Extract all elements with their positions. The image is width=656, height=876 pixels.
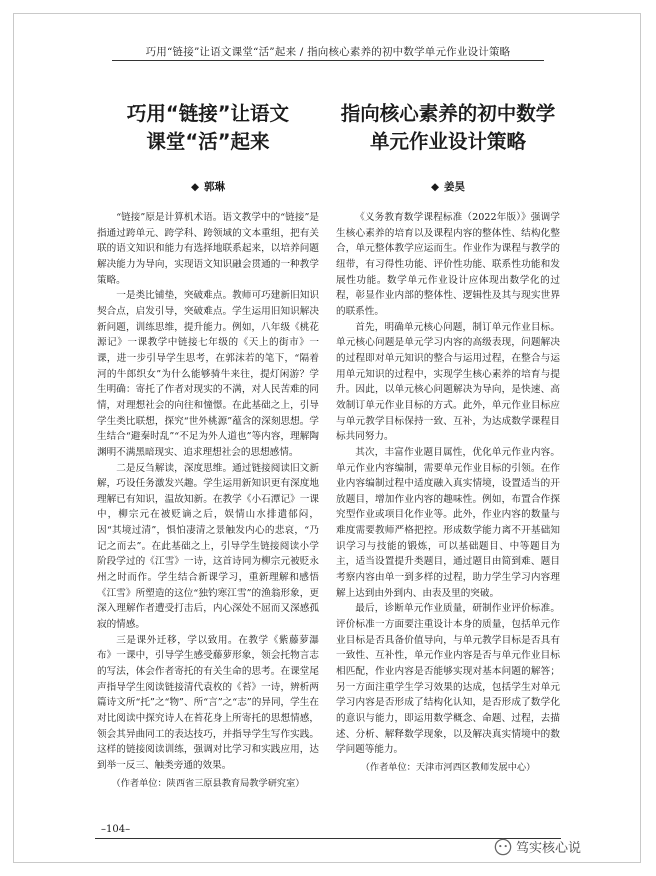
left-paragraph-4: 三是课外迁移，学以致用。在教学《紫藤萝瀑布》一课中，引导学生感受藤萝形象，领会托物言志的写法，体会作者寄托的有关生命的思考。在课堂尾声指导学生阅读链接清代袁枚的《苔》一诗，辨析两篇诗文所“托”之“物”、所“言”之“志”的异同，学生在对比阅读中探究诗人在苔花身上所寄托的思想情感，领会其异曲同工的表达技巧，并指导学生写作实践。这样的链接阅读训练，强调对比学习和实践应用，达到举一反三、触类旁通的效果。	[97, 634, 319, 771]
left-article-author	[97, 179, 319, 194]
right-article-body	[336, 210, 560, 776]
right-article-title	[336, 100, 560, 156]
running-head: 巧用“链接”让语文课堂“活”起来 / 指向核心素养的初中数学单元作业设计策略	[145, 46, 511, 58]
right-author-affiliation: （作者单位：天津市河西区教师发展中心）	[360, 761, 536, 773]
right-author-name: 姜昊	[444, 181, 466, 193]
right-article-author	[336, 179, 560, 194]
left-title-line2: 课堂“活”起来	[146, 130, 270, 153]
footer-rule	[95, 838, 561, 839]
right-title-line2: 单元作业设计策略	[369, 130, 526, 153]
left-author-affiliation: （作者单位：陕西省三原县教育局教学研究室）	[111, 777, 305, 789]
right-title-line1: 指向核心素养的初中数学	[340, 102, 556, 125]
watermark	[494, 837, 581, 856]
left-paragraph-1: “链接”原是计算机术语。语文教学中的“链接”是指通过跨单元、跨学科、跨领域的文本重组，把有关联的语文知识和能力有选择地联系起来，以培养问题解决能力为导向，实现语文知识融会贯通的一种教学策略。	[97, 212, 319, 286]
page-number: –104–	[101, 824, 131, 835]
left-title-line1: 巧用“链接”让语文	[126, 102, 290, 125]
right-paragraph-2: 首先，明确单元核心问题，制订单元作业目标。单元核心问题是单元学习内容的高级表现，问题解决的过程即对单元知识的整合与运用过程，在整合与运用单元知识的过程中，实现学生核心素养的培育与提升。因此，以单元核心问题解决为导向，是快速、高效制订单元作业目标的方式。此外，单元作业目标应与单元教学目标保持一致、互补，为达成数学课程目标共同努力。	[336, 321, 560, 443]
right-article	[336, 100, 560, 773]
diamond-icon: ◆	[190, 181, 200, 193]
header-rule	[112, 60, 544, 61]
left-article-title	[97, 100, 319, 156]
left-article-body	[97, 210, 319, 791]
left-paragraph-3: 二是反刍解读，深度思维。通过链接阅读旧文新解，巧设任务激发兴趣。学生运用新知识更有深度地理解已有知识，温故知新。在教学《小石潭记》一课中，柳宗元在被贬谪之后，娱情山水排遣郁闷，因“其境过清”，惧怕凄清之景触发内心的悲哀，“乃记之而去”。在此基础之上，引导学生链接阅读小学阶段学过的《江雪》一诗，这首诗同为柳宗元被贬永州之时而作。学生结合新课学习，重新理解和感悟《江雪》所塑造的这位“独钓寒江雪”的渔翁形象，更深入理解作者遭受打击后，内心深处不屈而又深感孤寂的情感。	[97, 462, 319, 631]
watermark-text: 笃实核心说	[516, 841, 582, 856]
left-article	[97, 100, 319, 789]
left-author-name: 郭琳	[204, 181, 226, 193]
right-paragraph-1: 《义务教育数学课程标准（2022年版）》强调学生核心素养的培育以及课程内容的整体性、结构化整合，单元整体教学应运而生。作业作为课程与教学的纽带，有习得性功能、评价性功能、联系性功能和发展性功能。数学单元作业设计应体现出数学化的过程，彰显作业内部的整体性、逻辑性及其与现实世界的联系性。	[336, 212, 560, 317]
chat-bubble-icon	[494, 838, 512, 856]
left-paragraph-2: 一是类比铺垫，突破难点。教师可巧建新旧知识契合点，启发引导，突破难点。学生运用旧知识解决新问题，训练思维，提升能力。例如，八年级《桃花源记》一课教学中链接七年级的《天上的街市》一课，进一步引导学生思考，在郭沫若的笔下，“隔着河的牛郎织女”为什么能够骑牛来往，提灯闲游？学生明确：寄托了作者对现实的不满，对人民苦难的同情，对理想社会的向往和憧憬。在此基础之上，引导学生类比联想，探究“世外桃源”蕴含的深刻思想。学生结合“避秦时乱”“不足为外人道也”等内容，理解陶渊明不满黑暗现实、追求理想社会的思想感情。	[97, 290, 319, 458]
right-paragraph-4: 最后，诊断单元作业质量，研制作业评价标准。评价标准一方面要注重设计本身的质量，包括单元作业目标是否具备价值导向，与单元教学目标是否具有一致性、互补性，单元作业内容是否与单元作业目标相匹配，作业内容是否能够实现对基本问题的解答；另一方面注重学生学习效果的达成，包括学生对单元学习内容是否形成了结构化认知，是否形成了数学化的意识与能力，即运用数学概念、命题、过程，去描述、分析、解释数学现象，以及解决真实情境中的数学问题等能力。	[336, 603, 560, 756]
diamond-icon: ◆	[430, 181, 440, 193]
right-paragraph-3: 其次，丰富作业题目属性，优化单元作业内容。单元作业内容编制，需要单元作业目标的引领。在作业内容编制过程中适度融入真实情境，设置适当的开放题目，增加作业内容的趣味性。例如，布置合作探究型作业或项目化作业等。此外，作业内容的数量与难度需要教师严格把控。形成数学能力离不开基础知识学习与技能的锻炼，可以基础题目、中等题目为主，适当设置提升类题目，通过题目由简到难、题目考察内容由单一到多样的过程，助力学生学习内容理解上达到由外到内、由表及里的突破。	[336, 446, 560, 599]
